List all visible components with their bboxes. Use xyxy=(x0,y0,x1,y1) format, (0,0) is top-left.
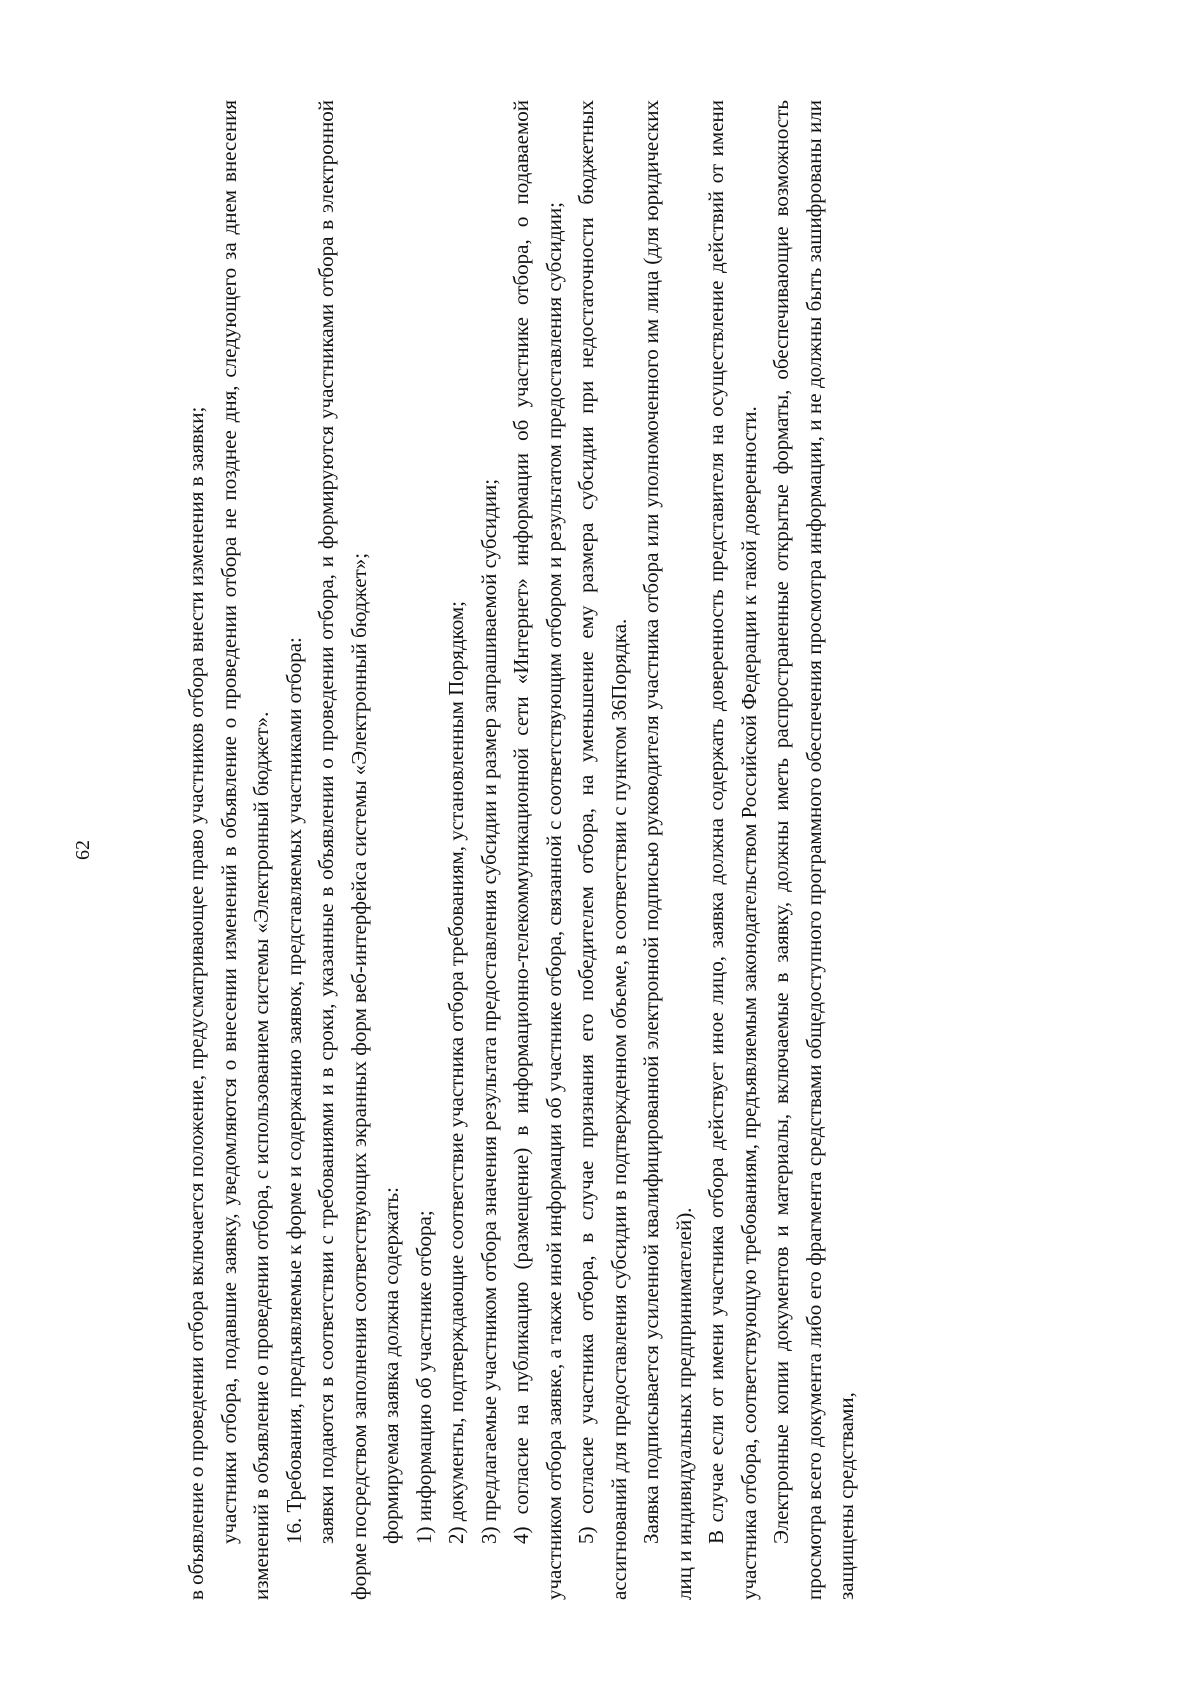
document-body xyxy=(180,100,863,1600)
paragraph-6: 1) информацию об участнике отбора; xyxy=(411,1210,436,1544)
paragraph-10: 5) согласие участника отбора, в случае признания его победителем отбора, на уменьшение ему размера субсидии при недостаточности бюджетных ассигнований для предоставления субсидии в подтвержденном объеме, в соответствии с пунктом 36Порядка. xyxy=(574,100,631,1600)
paragraph-2: участники отбора, подавшие заявку, уведомляются о внесении изменений в объявление о проведении отбора не позднее дня, следующего за днем внесения изменений в объявление о проведении отбора, с использованием системы «Электронный бюджет». xyxy=(216,100,273,1600)
paragraph-12: В случае если от имени участника отбора действует иное лицо, заявка должна содержать доверенность представителя на осуществление действий от имени участника отбора, соответствующую требованиям, предъявляемым законодательством Российской Федерации к такой доверенности. xyxy=(704,100,761,1600)
paragraph-13: Электронные копии документов и материалы, включаемые в заявку, должны иметь распространенные открытые форматы, обеспечивающие возможность просмотра всего документа либо его фрагмента средствами общедоступного программного обеспечения просмотра информации, и не должны быть зашифрованы или защищены средствами, xyxy=(769,100,858,1600)
paragraph-3: 16. Требования, предъявляемые к форме и содержанию заявок, представляемых участниками отбора: xyxy=(281,637,306,1544)
paragraph-4: заявки подаются в соответствии с требованиями и в сроки, указанные в объявлении о проведении отбора, и формируются участниками отбора в электронной форме посредством заполнения соответствующих экранных форм веб-интерфейса системы «Электронный бюджет»; xyxy=(314,100,371,1600)
rotated-page xyxy=(72,100,1060,1600)
paragraph-1: в объявление о проведении отбора включается положение, предусматривающее право участников отбора внести изменения в заявки; xyxy=(184,406,208,1600)
paragraph-11: Заявка подписывается усиленной квалифицированной электронной подписью руководителя участника отбора или уполномоченного им лица (для юридических лиц и индивидуальных предпринимателей). xyxy=(639,100,696,1600)
page-number: 62 xyxy=(72,840,94,860)
paragraph-5: формируемая заявка должна содержать: xyxy=(379,1187,403,1544)
paragraph-8: 3) предлагаемые участником отбора значения результата предоставления субсидии и размер запрашиваемой субсидии; xyxy=(476,478,501,1544)
paragraph-7: 2) документы, подтверждающие соответствие участника отбора требованиям, установленным Порядком; xyxy=(444,600,468,1544)
paragraph-9: 4) согласие на публикацию (размещение) в информационно-телекоммуникационной сети «Интернет» информации об участнике отбора, о подаваемой участником отбора заявке, а также иной информации об участнике отбора, связанной с соответствующим отбором и результатом предоставления субсидии; xyxy=(509,100,566,1600)
